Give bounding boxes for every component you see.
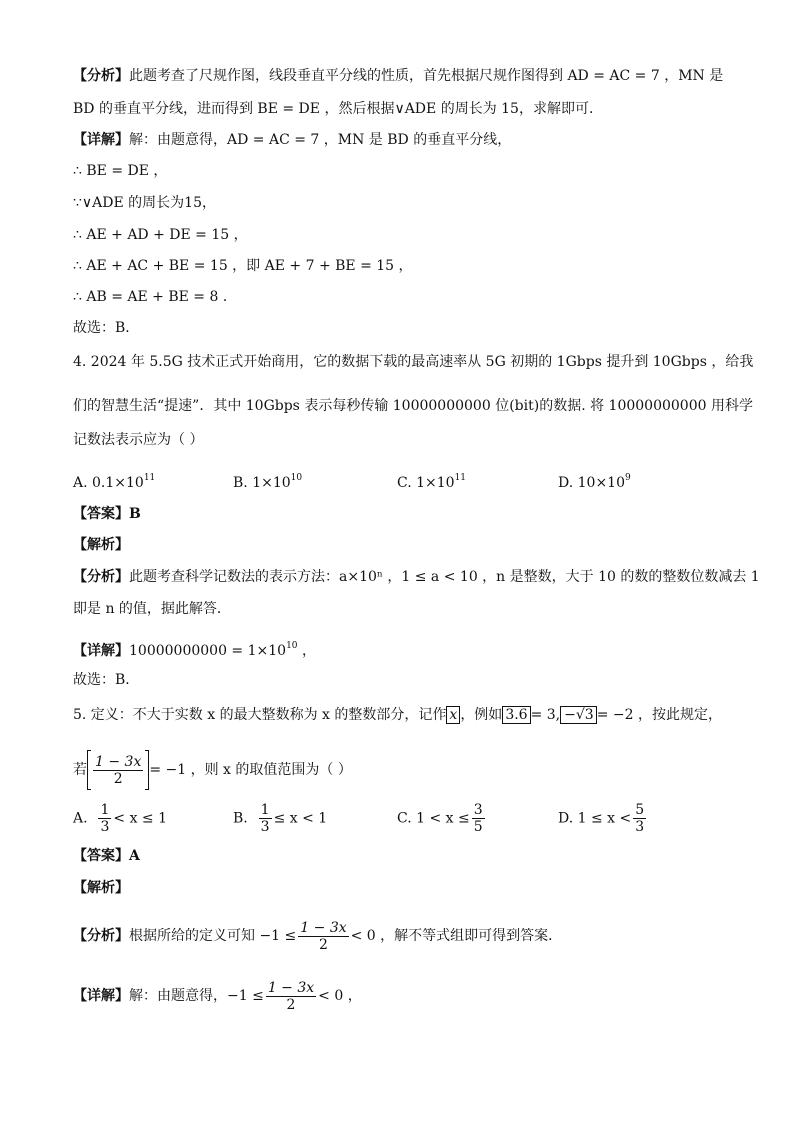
detail-text: 解：由题意得，AD = AC = 7 ，MN 是 BD 的垂直平分线，	[129, 132, 512, 148]
q4-option-b: B. $1\times 10^{10}$	[233, 473, 303, 491]
analysis-tag: 【分析】	[73, 68, 129, 84]
analysis-line-2: BD 的垂直平分线，进而得到 BE = DE ，然后根据∨ADE 的周长为 15，求解即可．	[73, 101, 603, 117]
q4-option-d: D. $10\times 10^9$	[558, 473, 631, 491]
q4-option-c: C. $1\times 10^{11}$	[397, 473, 467, 491]
solution-step-3: ∴ AE + AD + DE = 15 ，	[73, 227, 248, 243]
floor-bracket: 3.6	[502, 706, 530, 724]
fraction: $\frac{1 - 3x}{2}$	[95, 753, 142, 787]
q4-detail: 【详解】$10000000000 = 1\times 10^{10}$ ，	[73, 641, 316, 659]
q5-option-d: D. 1 ≤ x < $\frac{5}{3}$	[558, 802, 645, 835]
solution-step-1: ∴ BE = DE ，	[73, 163, 168, 179]
choice-statement: 故选：B．	[73, 320, 140, 336]
detail-line-1	[73, 130, 511, 150]
q4-stem-line-1: 4. 2024 年 5.5G 技术正式开始商用，它的数据下载的最高速率从 5G 初期的 1Gbps 提升到 10Gbps ，给我	[73, 354, 754, 370]
q5-jiexi-tag: 【解析】	[73, 880, 129, 896]
q4-stem-line-2: 们的智慧生活“提速”．其中 10Gbps 表示每秒传输 10000000000 位(bit)的数据. 将 10000000000 用科学	[73, 398, 753, 414]
q5-option-c: C. 1 < x ≤ $\frac{3}{5}$	[397, 802, 483, 835]
q4-analysis-line-1: 【分析】此题考查科学记数法的表示方法：a×10ⁿ ，1 ≤ a < 10 ，n 是整数，大于 10 的数的整数位数减去 1	[73, 569, 760, 585]
q4-analysis-line-2: 即是 n 的值，据此解答．	[73, 601, 231, 617]
q4-choice-statement: 故选：B．	[73, 672, 140, 688]
floor-bracket: x	[446, 706, 460, 724]
q5-stem-line-2: 若 $\frac{1 - 3x}{2}$ = −1 ，则 x 的取值范围为（ ）	[73, 750, 352, 790]
detail-tag: 【详解】	[73, 132, 129, 148]
q5-analysis: 【分析】根据所给的定义可知 −1 ≤ $\frac{1 - 3x}{2}$ < 0 ，解不等式组即可得到答案．	[73, 919, 563, 953]
q4-option-a: A. $0.1\times 10^{11}$	[73, 473, 156, 491]
solution-step-5: ∴ AB = AE + BE = 8 ．	[73, 289, 237, 305]
solution-step-4: ∴ AE + AC + BE = 15 ，即 AE + 7 + BE = 15 ，	[73, 258, 413, 274]
bracket-left	[87, 750, 91, 790]
q4-answer: 【答案】B	[73, 506, 141, 522]
q4-stem-line-3: 记数法表示应为（ ）	[73, 432, 204, 448]
q4-jiexi-tag: 【解析】	[73, 537, 129, 553]
q5-detail: 【详解】解：由题意得，−1 ≤ $\frac{1 - 3x}{2}$ < 0 ，	[73, 979, 362, 1013]
q5-option-a: A. $\frac{1}{3}$ < x ≤ 1	[73, 802, 168, 835]
q5-stem-line-1: 5. 定义：不大于实数 x 的最大整数称为 x 的整数部分，记作 x ，例如 3.6 = 3, −√3 = −2 ，按此规定，	[73, 707, 722, 723]
solution-step-2: ∵∨ADE 的周长为15，	[73, 195, 216, 211]
floor-bracket: −√3	[560, 706, 597, 724]
q5-option-b: B. $\frac{1}{3}$ ≤ x < 1	[233, 802, 328, 835]
analysis-line-1	[73, 66, 723, 86]
q5-answer: 【答案】A	[73, 848, 140, 864]
analysis-text: 此题考查了尺规作图，线段垂直平分线的性质，首先根据尺规作图得到 AD = AC = 7 ，MN 是	[129, 68, 724, 84]
